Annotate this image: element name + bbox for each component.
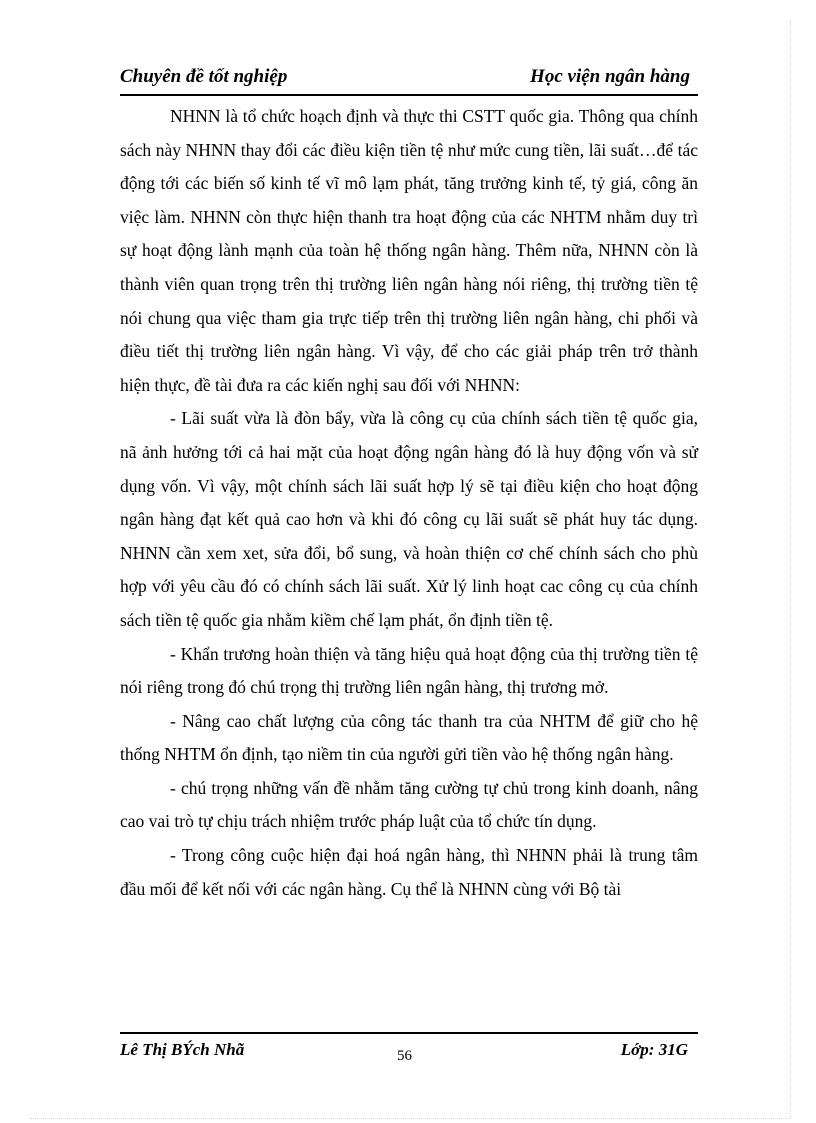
header-thesis-title: Chuyên đề tốt nghiệp (120, 66, 288, 87)
page-footer (120, 1032, 698, 1074)
page-header (120, 64, 698, 96)
paragraph-intro: NHNN là tổ chức hoạch định và thực thi CSTT quốc gia. Thông qua chính sách này NHNN thay đổi các điều kiện tiền tệ như mức cung tiền, lãi suất…để tác động tới các biến số kinh tế vĩ mô lạm phát, tăng trưởng kinh tế, tỷ giá, công ăn việc làm. NHNN còn thực hiện thanh tra hoạt động của các NHTM nhằm duy trì sự hoạt động lành mạnh của toàn hệ thống ngân hàng. Thêm nữa, NHNN còn là thành viên quan trọng trên thị trường liên ngân hàng nói riêng, thị trường tiền tệ nói chung qua việc tham gia trực tiếp trên thị trường liên ngân hàng, chi phối và điều tiết thị trường liên ngân hàng. Vì vậy, để cho các giải pháp trên trở thành hiện thực, đề tài đưa ra các kiến nghị sau đối với NHNN: (120, 106, 698, 395)
paragraph-autonomy: - chú trọng những vấn đề nhằm tăng cường tự chủ trong kinh doanh, nâng cao vai trò tự chịu trách nhiệm trước pháp luật của tổ chức tín dụng. (120, 777, 698, 832)
page-border-bottom (30, 1118, 790, 1119)
header-institution: Học viện ngân hàng (530, 66, 690, 87)
paragraph-money-market: - Khẩn trương hoàn thiện và tăng hiệu quả hoạt động của thị trường tiền tệ nói riêng trong đó chú trọng thị trường liên ngân hàng, thị trương mở. (120, 643, 698, 698)
page-border-right (790, 20, 791, 1118)
paragraph-modernization: - Trong công cuộc hiện đại hoá ngân hàng, thì NHNN phải là trung tâm đầu mối để kết nối với các ngân hàng. Cụ thể là NHNN cùng với Bộ tài (120, 845, 698, 899)
paragraph-interest-rate: - Lãi suất vừa là đòn bẩy, vừa là công cụ của chính sách tiền tệ quốc gia, nã ảnh hưởng tới cả hai mặt của hoạt động ngân hàng đó là huy động vốn và sử dụng vốn. Vì vậy, một chính sách lãi suất hợp lý sẽ tại điều kiện cho hoạt động ngân hàng đạt kết quả cao hơn và khi đó công cụ lãi suất sẽ phát huy tác dụng. NHNN cần xem xet, sửa đổi, bổ sung, và hoàn thiện cơ chế chính sách cho phù hợp với yêu cầu đó có chính sách lãi suất. Xử lý linh hoạt cac công cụ của chính sách tiền tệ quốc gia nhằm kiềm chế lạm phát, ổn định tiền tệ. (120, 408, 698, 630)
page-number: 56 (397, 1048, 412, 1064)
paragraph-inspection: - Nâng cao chất lượng của công tác thanh tra của NHTM để giữ cho hệ thống NHTM ổn định, tạo niềm tin của người gửi tiền vào hệ thống ngân hàng. (120, 710, 698, 765)
footer-author: Lê Thị BÝch Nhã (120, 1040, 245, 1059)
page-body (120, 100, 698, 906)
footer-class: Lớp: 31G (620, 1040, 688, 1059)
